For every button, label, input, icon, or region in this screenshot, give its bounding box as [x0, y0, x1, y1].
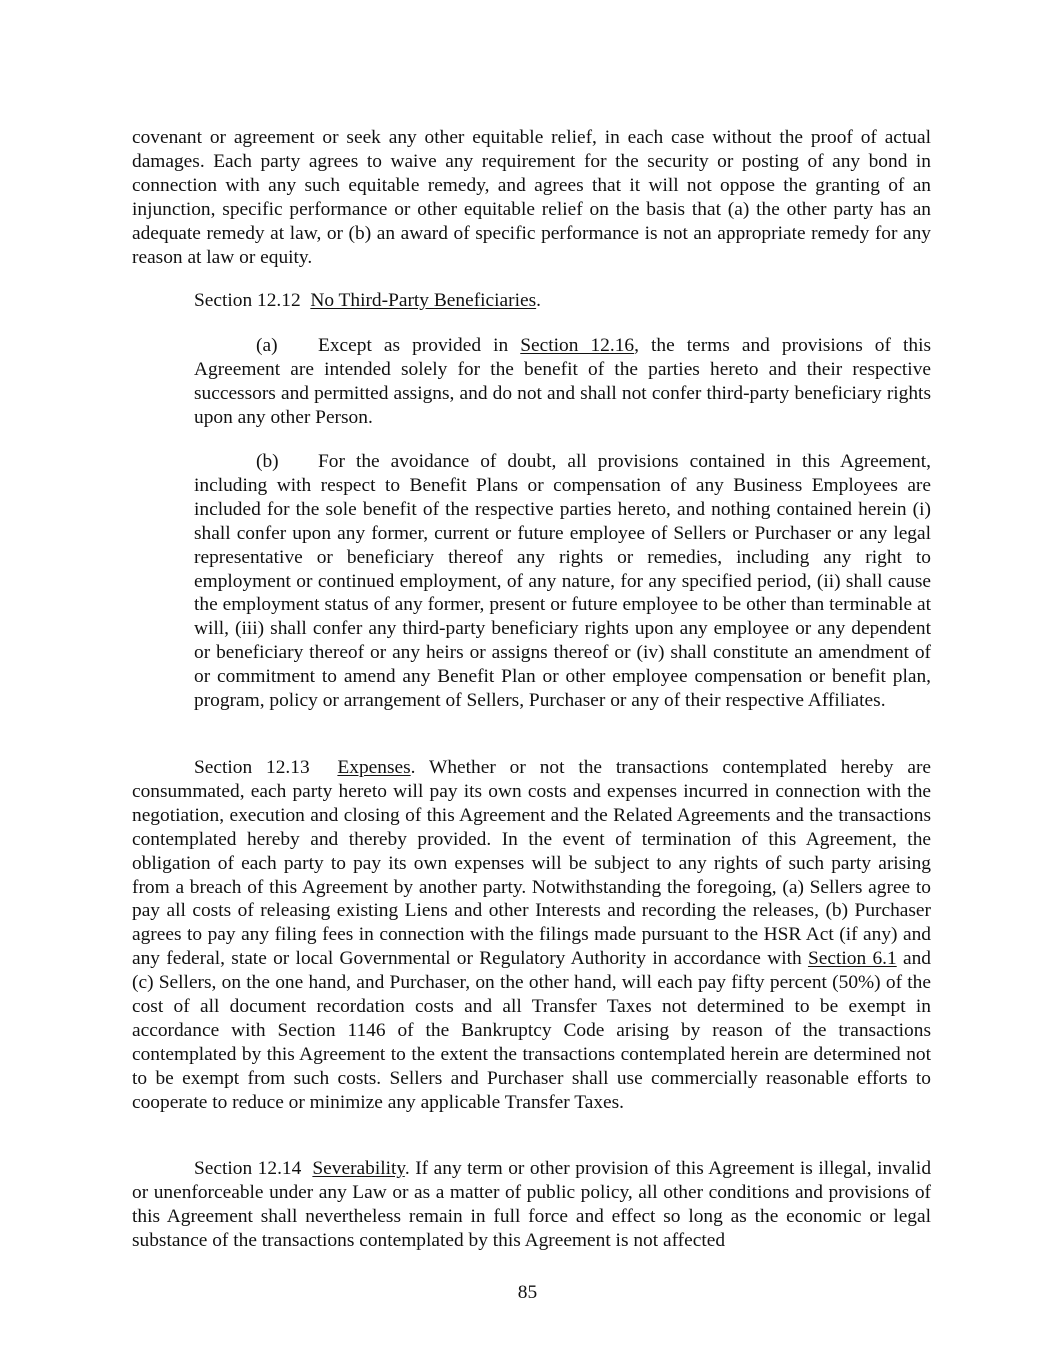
section-6-1-reference: Section 6.1	[807, 948, 897, 970]
section-12-14-title: Severability	[312, 1158, 405, 1179]
clause-a-text-2: , the terms and provisions of this Agreement are intended solely for the benefit of the parties hereto and their respective successors and permitted assigns, and do not and shall not confer third-party beneficiary rights upon any other Person.	[194, 335, 932, 428]
clause-a-label: (a)	[256, 335, 278, 356]
section-12-12-number: Section 12.12	[194, 290, 301, 311]
section-12-12-b	[194, 450, 931, 713]
section-12-13-text-1: Whether or not the transactions contemplated hereby are consummated, each party hereto will pay its own costs and expenses incurred in connection with the negotiation, execution and closing of this Agreement and the Related Agreements and the transactions contemplated hereby and thereby provided. In the event of termination of this Agreement, the obligation of each party to pay its own expenses will be subject to any rights of such party arising from a breach of this Agreement by another party. Notwithstanding the foregoing, (a) Sellers agree to pay all costs of releasing existing Liens and other Interests and recording the releases, (b) Purchaser agrees to pay any filing fees in connection with the filings made pursuant to the HSR Act (if any) and any federal, state or local Governmental or Regulatory Authority in accordance with	[132, 757, 932, 970]
section-12-12-title: No Third-Party Beneficiaries	[310, 290, 537, 311]
section-12-14: Section 12.14 Severability. If any term or other provision of this Agreement is illegal, invalid or unenforceable under any Law or as a matter of public policy, all other conditions and provisions of this Agreement shall nevertheless remain in full force and effect so long as the economic or legal substance of the transactions contemplated by this Agreement is not affected	[132, 1158, 932, 1251]
clause-a-text-1: Except as provided in	[318, 335, 521, 356]
paragraph-intro	[132, 126, 931, 269]
section-12-13-title: Expenses	[337, 757, 411, 778]
section-12-13-number: Section 12.13	[194, 757, 310, 778]
page-number: 85	[517, 1282, 538, 1303]
section-12-13-text-2: and (c) Sellers, on the one hand, and Purchaser, on the other hand, will each pay fifty percent (50%) of the cost of all document recordation costs and all Transfer Taxes not determined to be exempt in accordance with Section 1146 of the Bankruptcy Code arising by reason of the transactions contemplated by this Agreement to the extent the transactions contemplated herein are determined not to be exempt from such costs. Sellers and Purchaser shall use commercially reasonable efforts to cooperate to reduce or minimize any applicable Transfer Taxes.	[132, 948, 932, 1113]
section-12-14-text: If any term or other provision of this Agreement is illegal, invalid or unenforceable under any Law or as a matter of public policy, all other conditions and provisions of this Agreement shall nevertheless remain in full force and effect so long as the economic or legal substance of the transactions contemplated by this Agreement is not affected	[132, 1158, 932, 1251]
clause-b-text: For the avoidance of doubt, all provisions contained in this Agreement, including with respect to Benefit Plans or compensation of any Business Employees are included for the sole benefit of the respective parties hereto, and nothing contained herein (i) shall confer upon any former, current or future employee of Sellers or Purchaser or any legal representative or beneficiary thereof any rights or remedies, including any right to employment or continued employment, of any nature, for any specified period, (ii) shall cause the employment status of any former, present or future employee to be other than terminable at will, (iii) shall confer any third-party beneficiary rights upon any employee or any dependent or beneficiary thereof or any heirs or assigns thereof or (iv) shall constitute an amendment of or commitment to amend any Benefit Plan or other employee compensation or benefit plan, program, policy or arrangement of Sellers, Purchaser or any of their respective Affiliates.	[194, 451, 931, 712]
clause-b-label: (b)	[256, 451, 279, 472]
paragraph-intro-text: covenant or agreement or seek any other equitable relief, in each case without the proof of actual damages. Each party agrees to waive any requirement for the security or posting of any bond in connection with any such equitable remedy, and agrees that it will not oppose the granting of an injunction, specific performance or other equitable relief on the basis that (a) the other party has an adequate remedy at law, or (b) an award of specific performance is not an appropriate remedy for any reason at law or equity.	[132, 127, 931, 268]
section-12-14-number: Section 12.14	[194, 1158, 302, 1179]
section-12-12-a	[194, 334, 931, 430]
section-12-13: Section 12.13 Expenses. Whether or not the transactions contemplated hereby are consummated, each party hereto will pay its own costs and expenses incurred in connection with the negotiation, execution and closing of this Agreement and the Related Agreements and the transactions contemplated hereby and thereby provided. In the event of termination of this Agreement, the obligation of each party to pay its own expenses will be subject to any rights of such party arising from a breach of this Agreement by another party. Notwithstanding the foregoing, (a) Sellers agree to pay all costs of releasing existing Liens and other Interests and recording the releases, (b) Purchaser agrees to pay any filing fees in connection with the filings made pursuant to the HSR Act (if any) and any federal, state or local Governmental or Regulatory Authority in accordance with Section 6.1 and (c) Sellers, on the one hand, and Purchaser, on the other hand, will each pay fifty percent (50%) of the cost of all document recordation costs and all Transfer Taxes not determined to be exempt in accordance with Section 1146 of the Bankruptcy Code arising by reason of the transactions contemplated by this Agreement to the extent the transactions contemplated herein are determined not to be exempt from such costs. Sellers and Purchaser shall use commercially reasonable efforts to cooperate to reduce or minimize any applicable Transfer Taxes.	[132, 757, 932, 1113]
section-12-16-reference: Section 12.16	[520, 335, 635, 356]
section-12-12-heading: Section 12.12 No Third-Party Beneficiaries.	[194, 290, 541, 311]
